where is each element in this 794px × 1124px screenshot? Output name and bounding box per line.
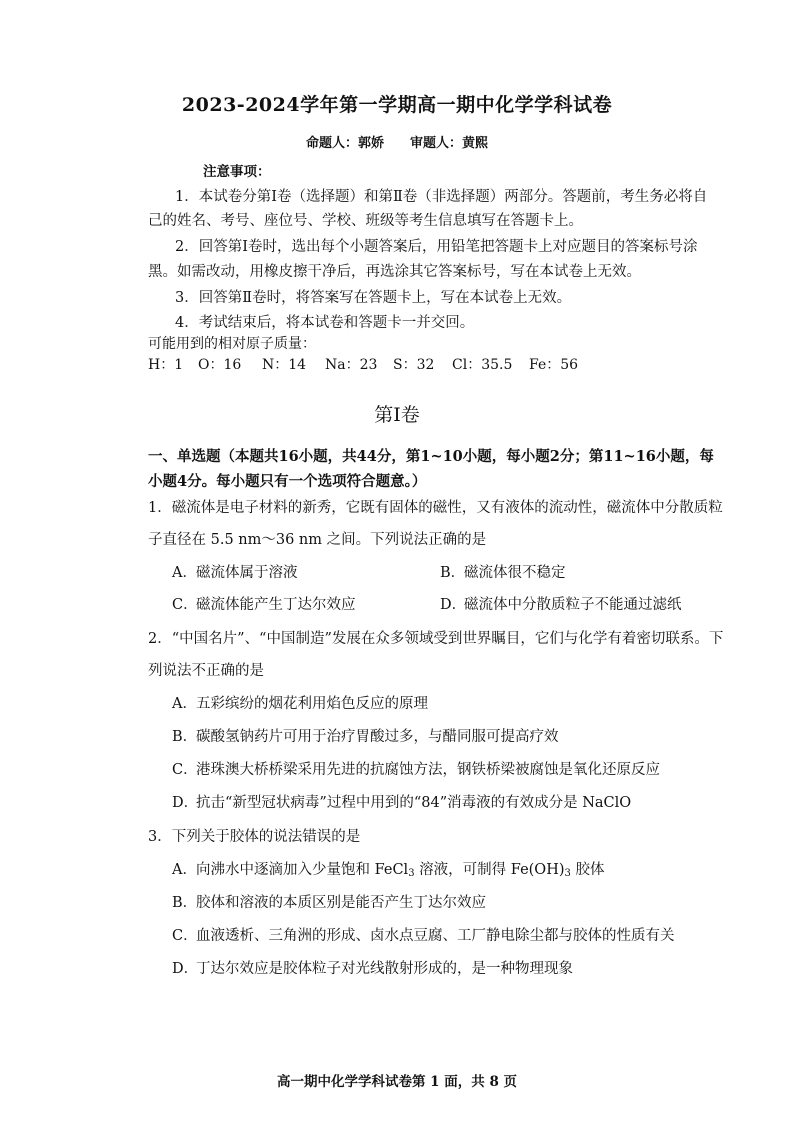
q3-option-c-text: 血液透析、三角洲的形成、卤水点豆腐、工厂静电除尘都与胶体的性质有关 (196, 928, 675, 944)
q3-option-b-text: 胶体和溶液的本质区别是能否产生丁达尔效应 (196, 895, 486, 911)
q3-option-a-label: A． (172, 862, 197, 878)
q2-option-a-text: 五彩缤纷的烟花利用焰色反应的原理 (196, 696, 428, 712)
atomic-mass-o: O：16 (198, 357, 242, 373)
q3-option-d (172, 957, 573, 978)
atomic-mass-n: N：14 (262, 357, 307, 373)
q3-option-d-label: D． (172, 961, 199, 977)
exam-title: 2023-2024学年第一学期高一期中化学学科试卷 (181, 94, 613, 116)
q1-option-d-text: 磁流体中分散质粒子不能通过滤纸 (464, 597, 682, 613)
q2-option-b-label: B． (172, 729, 198, 745)
atomic-mass-cl: Cl：35.5 (452, 357, 513, 373)
q2-stem-line-1: 2．“中国名片”、“中国制造”发展在众多领域受到世界瞩目，它们与化学有着密切联系。下 (148, 631, 724, 647)
q1-stem-line-2: 子直径在 5.5 nm～36 nm 之间。下列说法正确的是 (148, 532, 487, 548)
q1-option-b-label: B． (440, 565, 466, 581)
atomic-mass-na: Na：23 (325, 357, 378, 373)
notice-item-1-line-1: 1．本试卷分第Ⅰ卷（选择题）和第Ⅱ卷（非选择题）两部分。答题前，考生务必将自 (175, 189, 708, 205)
notice-item-2-line-1: 2．回答第Ⅰ卷时，选出每个小题答案后，用铅笔把答题卡上对应题目的答案标号涂 (175, 239, 698, 255)
q3-option-a-subscript-2: 3 (564, 868, 571, 879)
q3-option-a-text-1: 向沸水中逐滴加入少量饱和 FeCl (196, 862, 409, 878)
exam-authors: 命题人：郭娇 审题人：黄熙 (305, 136, 488, 151)
q2-option-d-label: D． (172, 795, 199, 811)
notice-item-4: 4．考试结束后，将本试卷和答题卡一并交回。 (175, 315, 475, 331)
q1-option-c-label: C． (172, 597, 198, 613)
q3-option-a (172, 858, 604, 879)
q3-option-b-label: B． (172, 895, 198, 911)
q3-option-b (172, 891, 486, 912)
q1-option-d-label: D． (440, 597, 467, 613)
q2-option-a (172, 692, 428, 713)
notice-item-1-line-2: 己的姓名、考号、座位号、学校、班级等考生信息填写在答题卡上。 (148, 213, 583, 229)
q1-stem-line-1: 1．磁流体是电子材料的新秀，它既有固体的磁性，又有液体的流动性，磁流体中分散质粒 (148, 500, 723, 516)
q2-option-c (172, 758, 660, 779)
q3-option-a-subscript-1: 3 (408, 868, 415, 879)
atomic-mass-label: 可能用到的相对原子质量： (148, 336, 316, 352)
q1-option-a (172, 561, 298, 582)
q2-option-b-text: 碳酸氢钠药片可用于治疗胃酸过多，与醋同服可提高疗效 (196, 729, 559, 745)
q2-stem-line-2: 列说法不正确的是 (148, 663, 264, 679)
q3-option-c-label: C． (172, 928, 198, 944)
q3-option-d-text: 丁达尔效应是胶体粒子对光线散射形成的，是一种物理现象 (196, 961, 573, 977)
atomic-mass-h: H：1 (148, 357, 184, 373)
q2-option-c-label: C． (172, 762, 198, 778)
q2-option-d-text: 抗击“新型冠状病毒”过程中用到的“84”消毒液的有效成分是 NaClO (196, 795, 632, 811)
q3-option-c (172, 924, 675, 945)
q2-option-c-text: 港珠澳大桥桥梁采用先进的抗腐蚀方法，钢铁桥梁被腐蚀是氧化还原反应 (196, 762, 660, 778)
part1-heading-line-2: 小题4分。每小题只有一个选项符合题意。） (148, 473, 427, 490)
q1-option-c (172, 593, 356, 614)
q2-option-b (172, 725, 559, 746)
q2-option-d (172, 791, 631, 812)
q1-option-b (440, 561, 566, 582)
q3-option-a-text-3: 胶体 (570, 862, 605, 878)
q3-stem: 3．下列关于胶体的说法错误的是 (148, 829, 361, 845)
atomic-mass-s: S：32 (393, 357, 435, 373)
notice-item-3: 3．回答第Ⅱ卷时，将答案写在答题卡上，写在本试卷上无效。 (175, 290, 572, 306)
notice-heading: 注意事项： (203, 164, 271, 180)
q1-option-d (440, 593, 682, 614)
q1-option-b-text: 磁流体很不稳定 (464, 565, 566, 581)
notice-item-2-line-2: 黑。如需改动，用橡皮擦干净后，再选涂其它答案标号，写在本试卷上无效。 (148, 264, 641, 280)
q2-option-a-label: A． (172, 696, 197, 712)
page-footer: 高一期中化学学科试卷第 1 面，共 8 页 (276, 1074, 518, 1090)
q3-option-a-text-2: 溶液，可制得 Fe(OH) (414, 862, 565, 878)
q1-option-a-label: A． (172, 565, 197, 581)
q1-option-c-text: 磁流体能产生丁达尔效应 (196, 597, 356, 613)
atomic-mass-fe: Fe：56 (529, 357, 579, 373)
section-title: 第Ⅰ卷 (374, 404, 420, 426)
q1-option-a-text: 磁流体属于溶液 (196, 565, 298, 581)
part1-heading-line-1: 一、单选题（本题共16小题，共44分，第1~10小题，每小题2分；第11~16小题，每 (148, 448, 714, 465)
